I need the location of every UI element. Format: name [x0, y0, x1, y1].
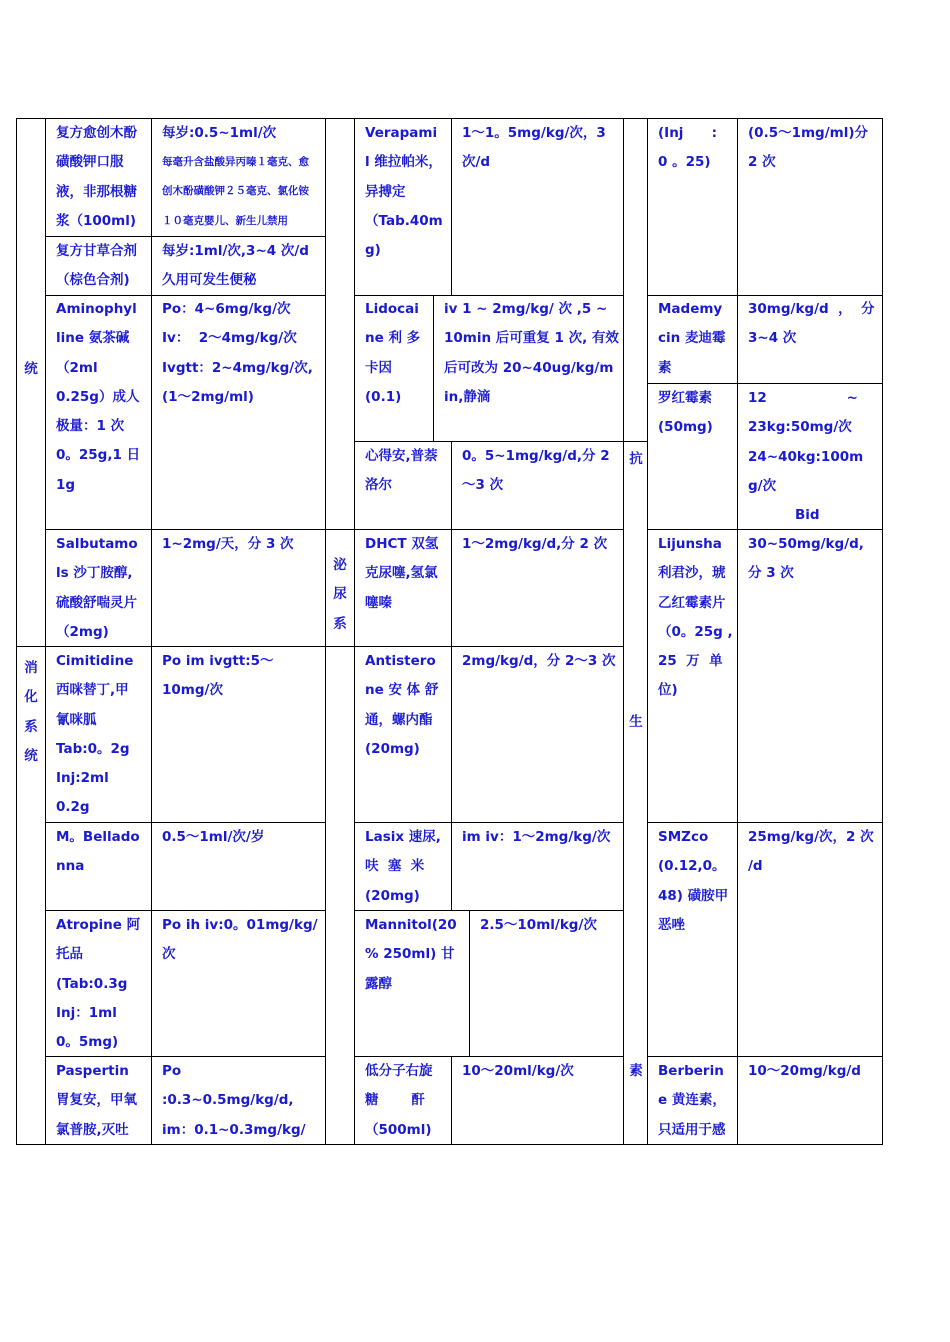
grid-line	[433, 295, 434, 441]
drug-name: Cimitidine 西咪替丁,甲 氰咪胍 Tab:0。2g Inj:2ml 0.2g	[56, 653, 134, 816]
drug-name: 低分子右旋 糖 酐 （500ml)	[365, 1063, 433, 1138]
grid-line	[451, 118, 452, 295]
drug-name: Lidocai ne 利 多 卡因 (0.1)	[365, 301, 421, 405]
drug-name: 复方甘草合剂 （棕色合剂)	[56, 243, 137, 289]
drug-name: Antistero ne 安 体 舒 通，螺内酯 (20mg)	[365, 653, 439, 757]
drug-name: Aminophyl line 氨茶碱 （2ml 0.25g）成人 极量：1 次 0。25g,1 日 1g	[56, 301, 141, 493]
drug-dose: 1~2mg/天，分 3 次	[162, 536, 294, 552]
drug-dose: 10～20mg/kg/d	[748, 1063, 861, 1079]
grid-line	[647, 118, 648, 1145]
category-urinary-system: 泌 尿 系	[333, 557, 347, 632]
category-antibiotic-1: 抗	[629, 451, 643, 467]
drug-name: Lasix 速尿, 呋 塞 米 (20mg)	[365, 829, 441, 904]
drug-note: 每毫升含盐酸异丙嗪１毫克、愈 创木酚磺酸钾２５毫克、氯化铵 １０毫克婴儿、新生儿禁用	[162, 156, 309, 227]
grid-line	[151, 118, 152, 1145]
grid-line	[623, 118, 624, 1145]
drug-dose: Po：4~6mg/kg/次 Iv： 2～4mg/kg/次 Ivgtt：2~4mg/kg/次, (1～2mg/ml)	[162, 301, 313, 405]
drug-name: Mannitol(20 % 250ml) 甘 露醇	[365, 917, 457, 992]
grid-line	[882, 118, 883, 1145]
drug-dose: 0。5~1mg/kg/d,分 2 ～3 次	[462, 448, 610, 494]
drug-dose: 30~50mg/kg/d, 分 3 次	[748, 536, 864, 582]
drug-name: 复方愈创木酚 磺酸钾口服 液，非那根糖 浆（100ml)	[56, 125, 137, 229]
drug-dose: 30mg/kg/d ， 分 3~4 次	[748, 301, 875, 347]
grid-line	[45, 118, 46, 1145]
grid-line	[469, 910, 470, 1056]
drug-dose: 1～2mg/kg/d,分 2 次	[462, 536, 608, 552]
category-respiratory-tail: 统	[24, 361, 38, 377]
drug-dose: Po ih iv:0。01mg/kg/ 次	[162, 917, 318, 963]
drug-dose: 1～1。5mg/kg/次，3 次/d	[462, 125, 606, 171]
drug-name: Berberin e 黄连素， 只适用于感	[658, 1063, 726, 1138]
grid-line	[325, 118, 326, 1145]
grid-line	[737, 118, 738, 1145]
drug-dose: 0.5～1ml/次/岁	[162, 829, 265, 845]
category-digestive-system: 消 化 系 统	[24, 660, 38, 764]
drug-name: SMZco (0.12,0。 48) 磺胺甲 恶唑	[658, 829, 729, 933]
drug-name: 罗红霉素 (50mg)	[658, 390, 713, 436]
drug-dose: Po im ivgtt:5～ 10mg/次	[162, 653, 274, 699]
drug-dose: (0.5～1mg/ml)分 2 次	[748, 125, 869, 171]
grid-line	[451, 1056, 452, 1145]
drug-dose: 25mg/kg/次，2 次 /d	[748, 829, 874, 875]
drug-name: (Inj : 0 。25)	[658, 125, 718, 171]
drug-name: Atropine 阿 托品 (Tab:0.3g Inj：1ml 0。5mg)	[56, 917, 141, 1051]
drug-name: M。Bellado nna	[56, 829, 140, 875]
grid-line	[451, 441, 452, 910]
drug-name: Verapami l 维拉帕米， 异搏定 （Tab.40m g)	[365, 125, 443, 259]
grid-line	[354, 118, 355, 1145]
drug-name: Mademy cin 麦迪霉 素	[658, 301, 726, 376]
drug-name: DHCT 双氢 克尿噻,氢氯 噻嗪	[365, 536, 439, 611]
drug-dose: 2mg/kg/d，分 2～3 次	[462, 653, 616, 669]
drug-name: 心得安,普萘 洛尔	[365, 448, 438, 494]
drug-name: Salbutamo ls 沙丁胺醇, 硫酸舒喘灵片 （2mg)	[56, 536, 138, 640]
drug-dose: 每岁:1ml/次,3~4 次/d 久用可发生便秘	[162, 243, 309, 289]
drug-dose: iv 1 ~ 2mg/kg/ 次 ,5 ~ 10min 后可重复 1 次, 有效 后可改为 20~40ug/kg/m in,静滴	[444, 301, 619, 405]
drug-dose: 10～20ml/kg/次	[462, 1063, 574, 1079]
grid-line	[16, 118, 17, 1145]
drug-dose: 每岁:0.5~1ml/次	[162, 125, 277, 141]
category-antibiotic-3: 素	[629, 1063, 643, 1079]
drug-dose: 2.5～10ml/kg/次	[480, 917, 597, 933]
drug-dose: im iv：1～2mg/kg/次	[462, 829, 611, 845]
drug-name: Paspertin 胃复安，甲氧 氯普胺,灭吐	[56, 1063, 137, 1138]
category-antibiotic-2: 生	[629, 714, 643, 730]
drug-dose: Po :0.3~0.5mg/kg/d, im：0.1~0.3mg/kg/	[162, 1063, 306, 1138]
drug-name: Lijunsha 利君沙，琥 乙红霉素片 （0。25g , 25 万 单 位)	[658, 536, 733, 699]
drug-dose: 12 ~ 23kg:50mg/次 24~40kg:100m g/次 Bid	[748, 390, 864, 524]
